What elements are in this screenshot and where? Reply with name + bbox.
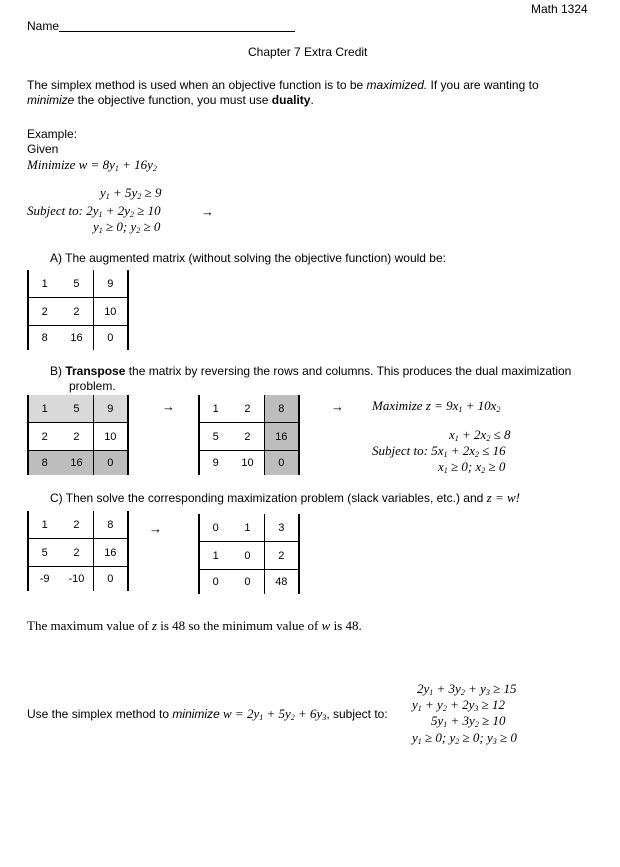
matrix-cell: 8	[264, 395, 299, 423]
matrix-cell: 2	[60, 539, 93, 567]
matrix-cell: 2	[231, 423, 264, 451]
matrix-cell: 16	[70, 332, 83, 344]
matrix-cell: 48	[264, 570, 299, 595]
example-objective: Minimize $w = 8y_1 + 16y_2$	[27, 157, 157, 173]
dual-constraint-1: $x_1 + 2x_2 \le 8$	[449, 427, 511, 443]
course-label: Math 1324	[531, 2, 588, 16]
matrix-cell: 2	[60, 423, 93, 451]
matrix-cell: 2	[231, 395, 264, 423]
step-c-arrow-icon: →	[149, 521, 162, 536]
matrix-cell: 5	[60, 270, 93, 298]
example-constraint-2: Subject to: $2y_1 + 2y_2 \ge 10$	[27, 203, 161, 219]
example-constraint-1: $y_1 + 5y_2 \ge 9$	[100, 185, 162, 201]
matrix-cell: 5	[28, 539, 60, 567]
matrix-cell: 10	[93, 298, 128, 326]
matrix-cell: 2	[60, 511, 93, 539]
matrix-cell: 16	[93, 539, 128, 567]
matrix-cell: 9	[199, 451, 231, 476]
name-field-line	[59, 31, 295, 32]
matrix-cell: 0	[93, 326, 128, 351]
problem-constraint-1: $2y_1 + 3y_2 + y_3 \ge 15$	[417, 681, 517, 697]
matrix-cell: 10	[93, 423, 128, 451]
dual-constraint-2: Subject to: $5x_1 + 2x_2 \le 16$	[372, 443, 506, 459]
matrix-c-final	[198, 514, 300, 594]
matrix-b-transposed	[198, 395, 300, 475]
step-c-text: C) Then solve the corresponding maximization problem (slack variables, etc.) and z = w!	[50, 490, 520, 505]
matrix-cell: 2	[28, 423, 60, 451]
matrix-cell: 1	[28, 270, 60, 298]
matrix-cell: 1	[199, 395, 231, 423]
matrix-cell: 1	[28, 511, 60, 539]
matrix-cell: 3	[264, 514, 299, 542]
step-b-text-2: problem.	[69, 379, 116, 393]
matrix-cell: 5	[60, 395, 93, 423]
step-b-text-1: B) Transpose the matrix by reversing the rows and columns. This produces the dual maximization	[50, 364, 572, 378]
page-title: Chapter 7 Extra Credit	[248, 45, 368, 59]
matrix-cell: 16	[264, 423, 299, 451]
intro-line-1: The simplex method is used when an objective function is to be maximized. If you are wanting to	[27, 78, 539, 92]
step-a-text: A) The augmented matrix (without solving the objective function) would be:	[50, 251, 446, 265]
matrix-cell: 10	[241, 457, 254, 469]
example-arrow-icon: →	[201, 204, 214, 219]
matrix-c-initial	[27, 511, 129, 591]
example-label: Example:	[27, 127, 78, 141]
matrix-cell: -10	[68, 573, 85, 585]
matrix-b-original	[27, 395, 129, 475]
matrix-cell: 1	[28, 395, 60, 423]
matrix-cell: 0	[244, 576, 251, 588]
problem-constraint-2: $y_1 + y_2 + 2y_3 \ge 12$	[412, 697, 506, 713]
matrix-cell: 2	[60, 298, 93, 326]
matrix-cell: 0	[93, 567, 128, 592]
matrix-cell: 2	[264, 542, 299, 570]
conclusion-text: The maximum value of z is 48 so the minimum value of w is 48.	[27, 618, 362, 633]
step-b-arrow-1-icon: →	[162, 399, 175, 414]
dual-objective: Maximize $z = 9x_1 + 10x_2$	[372, 398, 501, 414]
example-constraint-3: $y_1 \ge 0$; $y_2 \ge 0$	[93, 219, 161, 235]
intro-line-2: minimize the objective function, you must use duality.	[27, 93, 314, 107]
matrix-cell: 8	[28, 451, 60, 476]
matrix-cell: 0	[199, 514, 231, 542]
given-label: Given	[27, 142, 59, 156]
problem-constraint-3: $5y_1 + 3y_2 \ge 10$	[431, 713, 506, 729]
matrix-cell: 0	[264, 451, 299, 476]
step-b-arrow-2-icon: →	[331, 399, 344, 414]
problem-constraint-4: $y_1 \ge 0$; $y_2 \ge 0$; $y_3 \ge 0$	[412, 730, 517, 746]
dual-constraint-3: $x_1 \ge 0$; $x_2 \ge 0$	[438, 459, 506, 475]
matrix-cell: 9	[93, 270, 128, 298]
matrix-cell: 1	[199, 542, 231, 570]
matrix-a	[27, 270, 129, 350]
matrix-cell: 1	[231, 514, 264, 542]
matrix-cell: 0	[93, 451, 128, 476]
matrix-cell: 5	[199, 423, 231, 451]
matrix-cell: 16	[60, 451, 93, 476]
matrix-cell: 2	[28, 298, 60, 326]
matrix-cell: 0	[231, 542, 264, 570]
matrix-cell: 0	[199, 570, 231, 595]
matrix-cell: 8	[93, 511, 128, 539]
name-label: Name	[27, 19, 60, 33]
problem-text: Use the simplex method to minimize $w = 2y_1 + 5y_2 + 6y_3$, subject to:	[27, 706, 388, 722]
matrix-cell: 9	[93, 395, 128, 423]
matrix-cell: -9	[28, 567, 60, 592]
matrix-cell: 8	[28, 326, 60, 351]
